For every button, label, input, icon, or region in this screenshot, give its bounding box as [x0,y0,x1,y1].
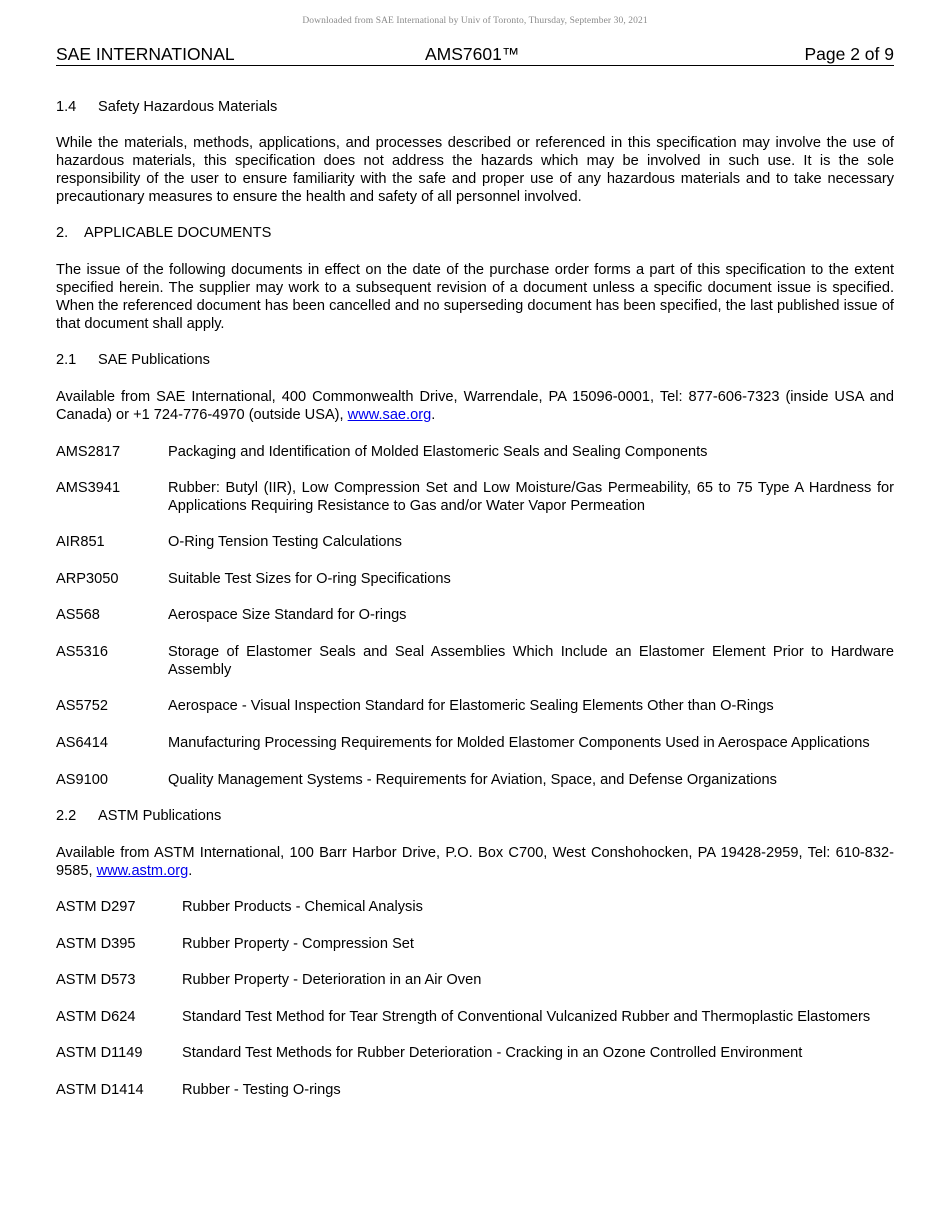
reference-code: ASTM D395 [56,936,136,952]
list-item [56,898,894,916]
section-2-2-heading [56,807,894,825]
reference-code: ASTM D1414 [56,1082,144,1098]
list-item [56,643,894,679]
list-item [56,1008,894,1026]
document-body [56,98,894,1099]
section-1-4-paragraph: While the materials, methods, applications, and processes described or referenced in this specification may involve the use of hazardous materials, this specification does not address the hazards which may be involved in such use. It is the sole responsibility of the user to ensure familiarity with the safe and proper use of any hazardous materials and to take necessary precautionary measures to ensure the health and safety of all personnel involved. [56,135,894,205]
list-item [56,479,894,515]
reference-code: ASTM D624 [56,1009,136,1025]
reference-title: Rubber Products - Chemical Analysis [182,899,423,915]
availability-text: Available from ASTM International, 100 Barr Harbor Drive, P.O. Box C700, West Conshohocken, PA 19428-2959, Tel: 610-832-9585, [56,845,894,879]
list-item [56,771,894,789]
reference-title: Storage of Elastomer Seals and Seal Assemblies Which Include an Elastomer Element Prior to Hardware Assembly [168,644,894,678]
section-number: 1.4 [56,99,77,115]
period: . [188,863,193,879]
section-2-paragraph: The issue of the following documents in effect on the date of the purchase order forms a part of this specification to the extent specified herein. The supplier may work to a subsequent revision of a document unless a specific document issue is specified. When the referenced document has been cancelled and no superseding document has been specified, the last published issue of that document shall apply. [56,262,894,332]
period: . [431,407,436,423]
reference-code: AS9100 [56,772,108,788]
list-item [56,443,894,461]
astm-website-link[interactable]: www.astm.org [96,863,189,879]
list-item [56,935,894,953]
list-item [56,606,894,624]
reference-code: AS5316 [56,644,108,660]
reference-title: Quality Management Systems - Requirements for Aviation, Space, and Defense Organizations [168,772,777,788]
reference-title: Rubber - Testing O-rings [182,1082,341,1098]
reference-title: Suitable Test Sizes for O-ring Specifications [168,571,451,587]
reference-title: Aerospace Size Standard for O-rings [168,607,407,623]
list-item [56,533,894,551]
reference-code: AS5752 [56,698,108,714]
reference-code: AS568 [56,607,100,623]
reference-title: Rubber Property - Compression Set [182,936,414,952]
reference-title: Manufacturing Processing Requirements for Molded Elastomer Components Used in Aerospace Applications [168,735,870,751]
section-title: SAE Publications [98,352,210,368]
section-number: 2.2 [56,808,77,824]
reference-code: ASTM D297 [56,899,136,915]
reference-code: AIR851 [56,534,105,550]
reference-title: Standard Test Method for Tear Strength of Conventional Vulcanized Rubber and Thermoplastic Elastomers [182,1009,871,1025]
section-2-1-paragraph [56,388,894,424]
section-2-2-paragraph [56,844,894,880]
section-number: 2. [56,225,69,241]
list-item [56,1081,894,1099]
header-page-number: Page 2 of 9 [804,44,894,64]
reference-code: ASTM D573 [56,972,136,988]
list-item [56,570,894,588]
download-watermark: Downloaded from SAE International by Univ of Toronto, Thursday, September 30, 2021 [302,16,648,26]
header-org: SAE INTERNATIONAL [56,44,235,64]
reference-title: Aerospace - Visual Inspection Standard for Elastomeric Sealing Elements Other than O-Rings [168,698,774,714]
astm-reference-list [56,898,894,1099]
reference-code: AMS3941 [56,480,121,496]
reference-code: AMS2817 [56,444,121,460]
list-item [56,697,894,715]
list-item [56,734,894,752]
section-2-1-heading [56,351,894,369]
reference-title: Packaging and Identification of Molded Elastomeric Seals and Sealing Components [168,444,708,460]
list-item [56,971,894,989]
reference-title: Standard Test Methods for Rubber Deterioration - Cracking in an Ozone Controlled Environment [182,1045,803,1061]
reference-code: ARP3050 [56,571,119,587]
section-1-4-heading [56,98,894,116]
section-title: Safety Hazardous Materials [98,99,278,115]
reference-title: Rubber Property - Deterioration in an Air Oven [182,972,482,988]
availability-text: Available from SAE International, 400 Commonwealth Drive, Warrendale, PA 15096-0001, Tel: 877-606-7323 (inside USA and Canada) or +1 724-776-4970 (outside USA), [56,389,894,423]
section-title: ASTM Publications [98,808,222,824]
section-number: 2.1 [56,352,77,368]
sae-website-link[interactable]: www.sae.org [347,407,432,423]
reference-code: AS6414 [56,735,108,751]
section-title: APPLICABLE DOCUMENTS [84,225,272,241]
header-doc-id: AMS7601™ [425,44,520,64]
reference-title: Rubber: Butyl (IIR), Low Compression Set and Low Moisture/Gas Permeability, 65 to 75 Type A Hardness for Applications Requiring Resistance to Gas and/or Water Vapor Permeation [168,480,894,514]
section-2-heading [56,224,894,242]
reference-code: ASTM D1149 [56,1045,143,1061]
sae-reference-list [56,443,894,789]
page-header [56,44,894,66]
reference-title: O-Ring Tension Testing Calculations [168,534,402,550]
list-item [56,1044,894,1062]
